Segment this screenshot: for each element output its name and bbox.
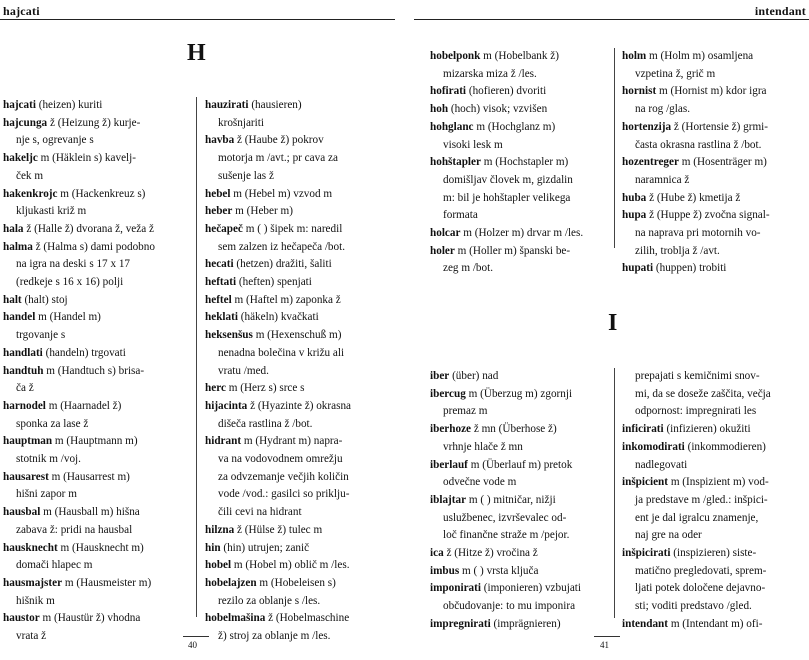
headword: hausbal <box>3 506 41 519</box>
definition-text: m (Inspizient m) vod- <box>668 476 769 489</box>
definition-text: (hoch) visok; vzvišen <box>448 103 548 116</box>
definition-continuation: prepajati s kemičnimi snov- <box>635 370 760 382</box>
dictionary-entry <box>430 48 615 66</box>
dictionary-entry <box>3 97 188 115</box>
dictionary-entry <box>430 101 615 119</box>
dictionary-entry <box>205 575 395 593</box>
dictionary-entry <box>430 243 615 261</box>
definition-text: (inkommodieren) <box>684 440 766 453</box>
definition-continuation: dišeča rastlina ž /bot. <box>218 417 313 430</box>
running-head-left: hajcati <box>3 4 40 18</box>
definition-continuation: na rog /glas. <box>635 103 690 116</box>
definition-text: m (Hauptmann m) <box>52 435 138 448</box>
definition-text: (hofieren) dvoriti <box>466 85 547 98</box>
headword: hupa <box>622 209 647 222</box>
definition-text: m (Hornist m) kdor igra <box>656 85 767 98</box>
dictionary-entry <box>205 256 395 274</box>
definition-text: m (Holzer m) drvar m /les. <box>460 227 584 240</box>
dictionary-entry <box>430 368 615 386</box>
dictionary-entry <box>205 327 395 345</box>
definition-continuation: premaz m <box>443 405 488 418</box>
dictionary-entry <box>3 398 188 416</box>
definition-text: m (Hochstapler m) <box>480 156 569 169</box>
definition-continuation: nje s, ogrevanje s <box>16 134 94 147</box>
dictionary-entry <box>205 433 395 451</box>
definition-continuation: stotnik m /voj. <box>16 453 81 466</box>
definition-text: m (Hobel m) oblič m /les. <box>231 559 350 572</box>
definition-text: m (Überzug m) zgornji <box>465 387 573 400</box>
definition-text: m (Hausknecht m) <box>57 541 144 554</box>
headword: iberlauf <box>430 458 468 471</box>
definition-continuation: m: bil je hohštapler velikega <box>443 191 571 204</box>
headword: hobel <box>205 559 232 572</box>
headword: hoh <box>430 103 449 116</box>
definition-continuation: formata <box>443 209 478 222</box>
page-number-right: 41 <box>600 640 609 650</box>
definition-text: (imprägnieren) <box>490 617 561 630</box>
definition-continuation: loč finančne straže m /pejor. <box>443 529 570 542</box>
definition-continuation: ček m <box>16 169 44 182</box>
headword: hohglanc <box>430 120 474 133</box>
definition-text: m (Hosenträger m) <box>678 156 767 169</box>
headword: hajcati <box>3 99 36 111</box>
definition-text: m (Handtuch s) brisa- <box>43 364 145 377</box>
headword: haustor <box>3 612 40 625</box>
headword: impregnirati <box>430 617 491 630</box>
dictionary-entry <box>205 221 395 239</box>
headword: hecati <box>205 258 234 271</box>
headword: heksenšus <box>205 329 253 342</box>
dictionary-entry <box>622 48 809 66</box>
headword: heftel <box>205 293 232 306</box>
definition-text: (hin) utrujen; zanič <box>220 541 310 554</box>
headword: hebel <box>205 187 231 200</box>
dictionary-entry <box>3 221 188 239</box>
dictionary-entry <box>622 421 809 439</box>
definition-continuation: domači hlapec m <box>16 559 93 572</box>
dictionary-entry <box>3 433 188 451</box>
dictionary-entry <box>3 115 188 133</box>
headword: hin <box>205 541 221 554</box>
dictionary-entry <box>3 363 188 381</box>
definition-text: m (Hobeleisen s) <box>256 576 336 589</box>
headword: halma <box>3 240 33 253</box>
dictionary-entry <box>3 292 188 310</box>
definition-continuation: sem zalzen iz hečapeča /bot. <box>218 240 346 253</box>
dictionary-entry <box>205 540 395 558</box>
headword: holcar <box>430 227 461 240</box>
definition-text: m (Haftel m) zaponka ž <box>231 293 341 306</box>
column-divider-right-top <box>614 48 615 248</box>
dictionary-entry <box>430 580 615 598</box>
left-page <box>0 0 395 660</box>
dictionary-entry <box>622 439 809 457</box>
dictionary-entry <box>3 239 188 257</box>
dictionary-entry <box>205 186 395 204</box>
definition-continuation: zilih, troblja ž /avt. <box>635 244 720 257</box>
definition-continuation: matično pregledovati, sprem- <box>635 564 767 577</box>
definition-continuation: va na vodovodnem omrežju <box>218 453 343 466</box>
dictionary-entry <box>430 563 615 581</box>
definition-text: m (Haustür ž) vhodna <box>39 612 141 625</box>
headword: hupati <box>622 262 654 275</box>
definition-text: ž mn (Überhose ž) <box>471 423 557 436</box>
headword: hobelmašina <box>205 612 266 625</box>
definition-continuation: ja predstave m /gled.: inšpici- <box>635 493 768 506</box>
dictionary-entry <box>205 309 395 327</box>
dictionary-entry <box>3 575 188 593</box>
headword: halt <box>3 293 22 306</box>
definition-continuation: čili cevi na hidrant <box>218 506 302 519</box>
definition-text: ž (Hobelmaschine <box>265 612 350 625</box>
definition-continuation: trgovanje s <box>16 329 66 342</box>
headword: hajcunga <box>3 116 48 129</box>
headword: herc <box>205 382 226 395</box>
definition-text: ž (Hortensie ž) grmi- <box>671 120 769 133</box>
dictionary-entry <box>205 557 395 575</box>
dictionary-entry <box>3 309 188 327</box>
definition-continuation: za odvzemanje večjih količin <box>218 470 349 483</box>
headword: intendant <box>622 617 669 630</box>
dictionary-entry <box>622 474 809 492</box>
headword: hausarest <box>3 470 49 483</box>
definition-continuation: ž) stroj za oblanje m /les. <box>218 630 331 643</box>
dictionary-entry <box>622 154 809 172</box>
definition-continuation: (redkeje s 16 x 16) polji <box>16 276 124 289</box>
dictionary-entry <box>622 545 809 563</box>
definition-text: m (Hydrant m) napra- <box>241 435 343 448</box>
definition-continuation: vrhnje hlače ž mn <box>443 440 523 453</box>
definition-text: ž (Halle ž) dvorana ž, veža ž <box>23 222 154 235</box>
headword: hakenkrojc <box>3 187 58 200</box>
headword: handel <box>3 311 36 324</box>
definition-continuation: na naprava pri motornih vo- <box>635 227 761 240</box>
definition-text: m (Haarnadel ž) <box>45 399 122 412</box>
headword: hornist <box>622 85 657 98</box>
column-divider-left <box>196 97 197 617</box>
dictionary-entry <box>205 132 395 150</box>
dictionary-entry <box>430 616 615 634</box>
definition-text: m (Handel m) <box>35 311 101 324</box>
definition-continuation: krošnjariti <box>218 116 264 129</box>
definition-continuation: na igra na deski s 17 x 17 <box>16 258 131 271</box>
headword: hakeljc <box>3 152 38 165</box>
definition-text: (heizen) kuriti <box>35 99 103 111</box>
headword: imponirati <box>430 582 481 595</box>
definition-text: m (Heber m) <box>232 205 293 218</box>
left-column-1 <box>3 97 188 646</box>
definition-text: (über) nad <box>449 370 499 382</box>
header-rule-left <box>0 19 395 20</box>
definition-continuation: rezilo za oblanje s /les. <box>218 594 321 607</box>
definition-text: m (Hexenschuß m) <box>252 329 342 342</box>
headword: holm <box>622 50 647 62</box>
definition-continuation: naramnica ž <box>635 173 690 186</box>
definition-continuation: časta okrasna rastlina ž /bot. <box>635 138 762 151</box>
definition-text: m (Herz s) srce s <box>225 382 305 395</box>
definition-continuation: ent je dal igralcu znamenje, <box>635 511 759 524</box>
dictionary-entry <box>205 203 395 221</box>
dictionary-entry <box>3 469 188 487</box>
definition-text: m ( ) mitničar, nižji <box>466 493 556 506</box>
dictionary-entry <box>205 522 395 540</box>
definition-text: (handeln) trgovati <box>42 346 126 359</box>
definition-text: (imponieren) vzbujati <box>480 582 582 595</box>
definition-text: m (Hausball m) hišna <box>40 506 140 519</box>
dictionary-entry <box>205 398 395 416</box>
right-column-1-top <box>430 48 615 278</box>
dictionary-entry <box>205 97 395 115</box>
right-column-2-top <box>622 48 809 278</box>
headword: havba <box>205 134 235 147</box>
dictionary-entry <box>622 83 809 101</box>
headword: hijacinta <box>205 399 248 412</box>
header-rule-right <box>414 19 809 20</box>
definition-continuation: sponka za lase ž <box>16 417 89 430</box>
definition-text: (hausieren) <box>248 99 302 111</box>
definition-continuation: nenadna bolečina v križu ali <box>218 346 345 359</box>
dictionary-entry <box>430 225 615 243</box>
definition-text: m (Holm m) osamljena <box>646 50 754 62</box>
definition-text: m (Hackenkreuz s) <box>57 187 146 200</box>
definition-text: ž (Halma s) dami podobno <box>32 240 155 253</box>
definition-text: (huppen) trobiti <box>653 262 727 275</box>
definition-text: m ( ) vrsta ključa <box>459 564 539 577</box>
definition-continuation: kljukasti križ m <box>16 205 87 218</box>
definition-text: ž (Hitze ž) vročina ž <box>443 547 538 560</box>
definition-continuation: vratu /med. <box>218 364 269 377</box>
definition-continuation: ljati potek določene dejavno- <box>635 582 766 595</box>
headword: ibercug <box>430 387 466 400</box>
dictionary-entry <box>430 421 615 439</box>
headword: hauzirati <box>205 99 249 111</box>
definition-continuation: uslužbenec, izvrševalec od- <box>443 511 567 524</box>
section-letter-h: H <box>187 40 206 66</box>
definition-continuation: mi, da se doseže zaščita, večja <box>635 387 771 400</box>
dictionary-entry <box>205 380 395 398</box>
definition-text: (infizieren) okužiti <box>663 423 751 436</box>
page-number-left: 40 <box>188 640 197 650</box>
definition-continuation: mizarska miza ž /les. <box>443 67 537 80</box>
dictionary-entry <box>3 504 188 522</box>
definition-continuation: visoki lesk m <box>443 138 503 151</box>
definition-text: ž (Heizung ž) kurje- <box>47 116 141 129</box>
dictionary-entry <box>430 154 615 172</box>
definition-text: ž (Hülse ž) tulec m <box>234 523 323 536</box>
headword: imbus <box>430 564 460 577</box>
definition-text: m (Häklein s) kavelj- <box>37 152 136 165</box>
headword: inkomodirati <box>622 440 685 453</box>
page-number-rule-right <box>594 636 620 637</box>
definition-continuation: motorja m /avt.; pr cava za <box>218 152 338 165</box>
headword: hortenzija <box>622 120 672 133</box>
headword: harnodel <box>3 399 46 412</box>
definition-text: ž (Haube ž) pokrov <box>234 134 324 147</box>
dictionary-entry <box>3 540 188 558</box>
definition-text: m (Hochglanz m) <box>473 120 556 133</box>
dictionary-entry <box>622 190 809 208</box>
section-letter-i: I <box>608 310 618 336</box>
definition-text: (hetzen) dražiti, šaliti <box>233 258 332 271</box>
definition-text: m (Hebel m) vzvod m <box>230 187 333 200</box>
left-column-2 <box>205 97 395 646</box>
headword: iblajtar <box>430 493 467 506</box>
dictionary-entry <box>622 616 809 634</box>
definition-continuation: sušenje las ž <box>218 169 274 182</box>
definition-continuation: naj gre na oder <box>635 529 702 542</box>
definition-continuation: vode /vod.: gasilci so priklju- <box>218 488 350 501</box>
definition-text: (inspizieren) siste- <box>670 547 757 560</box>
dictionary-entry <box>622 119 809 137</box>
definition-continuation: hišni zapor m <box>16 488 77 501</box>
dictionary-entry <box>3 610 188 628</box>
dictionary-entry <box>430 386 615 404</box>
dictionary-entry <box>205 274 395 292</box>
headword: handlati <box>3 346 43 359</box>
headword: heftati <box>205 276 237 289</box>
dictionary-entry <box>430 457 615 475</box>
dictionary-entry <box>430 119 615 137</box>
definition-text: (heften) spenjati <box>236 276 312 289</box>
headword: hobelajzen <box>205 576 257 589</box>
headword: hala <box>3 222 24 235</box>
dictionary-entry <box>622 260 809 278</box>
headword: hofirati <box>430 85 467 98</box>
headword: hozentreger <box>622 156 679 169</box>
dictionary-entry <box>3 186 188 204</box>
headword: huba <box>622 191 647 204</box>
headword: hidrant <box>205 435 242 448</box>
headword: hausknecht <box>3 541 58 554</box>
definition-text: m (Hobelbank ž) <box>480 50 559 62</box>
headword: hauptman <box>3 435 53 448</box>
right-column-2-bottom <box>622 368 809 634</box>
dictionary-entry <box>430 492 615 510</box>
headword: hausmajster <box>3 576 63 589</box>
dictionary-entry <box>3 345 188 363</box>
definition-text: (häkeln) kvačkati <box>237 311 319 324</box>
dictionary-entry <box>205 292 395 310</box>
definition-continuation: domišljav človek m, gizdalin <box>443 173 573 186</box>
page-number-rule-left <box>183 636 209 637</box>
definition-continuation: zeg m /bot. <box>443 262 494 275</box>
definition-continuation: sti; voditi predstavo /gled. <box>635 600 752 613</box>
dictionary-entry <box>205 610 395 628</box>
definition-text: (halt) stoj <box>21 293 68 306</box>
definition-text: ž (Huppe ž) zvočna signal- <box>646 209 770 222</box>
headword: holer <box>430 244 455 257</box>
definition-continuation: vrata ž <box>16 630 47 643</box>
dictionary-entry <box>3 150 188 168</box>
headword: inficirati <box>622 423 664 436</box>
right-column-1-bottom <box>430 368 615 634</box>
definition-text: m (Intendant m) ofi- <box>668 617 763 630</box>
headword: handtuh <box>3 364 44 377</box>
dictionary-entry <box>430 83 615 101</box>
headword: inšpicirati <box>622 547 671 560</box>
definition-text: ž (Hube ž) kmetija ž <box>646 191 741 204</box>
definition-continuation: hišnik m <box>16 594 55 607</box>
definition-continuation: nadlegovati <box>635 458 688 471</box>
definition-continuation: vzpetina ž, grič m <box>635 67 716 80</box>
headword: iber <box>430 370 450 382</box>
definition-text: m (Hausarrest m) <box>48 470 130 483</box>
definition-text: m (Überlauf m) pretok <box>467 458 573 471</box>
headword: hečapeč <box>205 222 243 235</box>
headword: hobelponk <box>430 50 481 62</box>
definition-continuation: zabava ž: pridi na hausbal <box>16 523 133 536</box>
definition-text: ž (Hyazinte ž) okrasna <box>247 399 352 412</box>
column-divider-right-bottom <box>614 368 615 618</box>
running-head-right: intendant <box>754 4 806 18</box>
headword: hohštapler <box>430 156 481 169</box>
headword: ica <box>430 547 444 560</box>
headword: heber <box>205 205 233 218</box>
definition-text: m ( ) šipek m: naredil <box>242 222 343 235</box>
headword: iberhoze <box>430 423 472 436</box>
definition-continuation: ča ž <box>16 382 34 395</box>
definition-continuation: odvečne vode m <box>443 476 517 489</box>
headword: hilzna <box>205 523 235 536</box>
definition-text: m (Holler m) španski be- <box>454 244 571 257</box>
headword: heklati <box>205 311 238 324</box>
definition-continuation: občudovanje: to mu imponira <box>443 600 576 613</box>
definition-continuation: odpornost: impregnirati les <box>635 405 757 418</box>
headword: inšpicient <box>622 476 669 489</box>
definition-text: m (Hausmeister m) <box>62 576 152 589</box>
dictionary-entry <box>622 207 809 225</box>
dictionary-entry <box>430 545 615 563</box>
right-page <box>414 0 809 660</box>
